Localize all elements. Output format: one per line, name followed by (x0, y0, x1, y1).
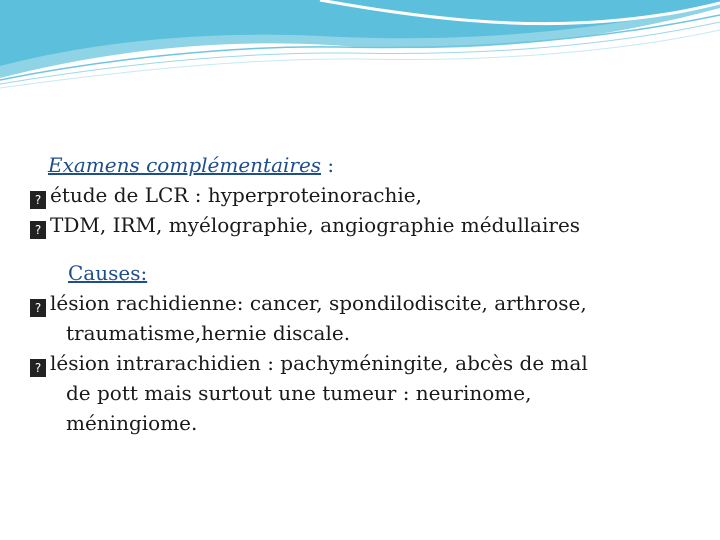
missing-glyph-bullet-icon: ? (30, 191, 46, 209)
cause-item-line: traumatisme,hernie discale. (66, 321, 351, 345)
missing-glyph-bullet-icon: ? (30, 299, 46, 317)
missing-glyph-bullet-icon: ? (30, 359, 46, 377)
cause-item-line: méningiome. (66, 411, 198, 435)
cause-item (30, 348, 700, 438)
cause-item-line: de pott mais surtout une tumeur : neurinome, (66, 381, 532, 405)
exams-heading-colon: : (321, 153, 335, 177)
causes-heading: Causes: (68, 261, 148, 285)
exam-item (30, 210, 700, 240)
exams-heading-row (30, 150, 700, 180)
slide-body (30, 150, 700, 438)
header-wave-decoration (0, 0, 720, 90)
exams-heading: Examens complémentaires (48, 153, 322, 177)
exam-item (30, 180, 700, 210)
cause-item-line: lésion intrarachidien : pachyméningite, abcès de mal (50, 351, 588, 375)
missing-glyph-bullet-icon: ? (30, 221, 46, 239)
cause-item-line: lésion rachidienne: cancer, spondilodiscite, arthrose, (50, 291, 587, 315)
exam-item-text: étude de LCR : hyperproteinorachie, (50, 183, 422, 207)
exam-item-text: TDM, IRM, myélographie, angiographie médullaires (50, 213, 581, 237)
cause-item (30, 288, 700, 348)
